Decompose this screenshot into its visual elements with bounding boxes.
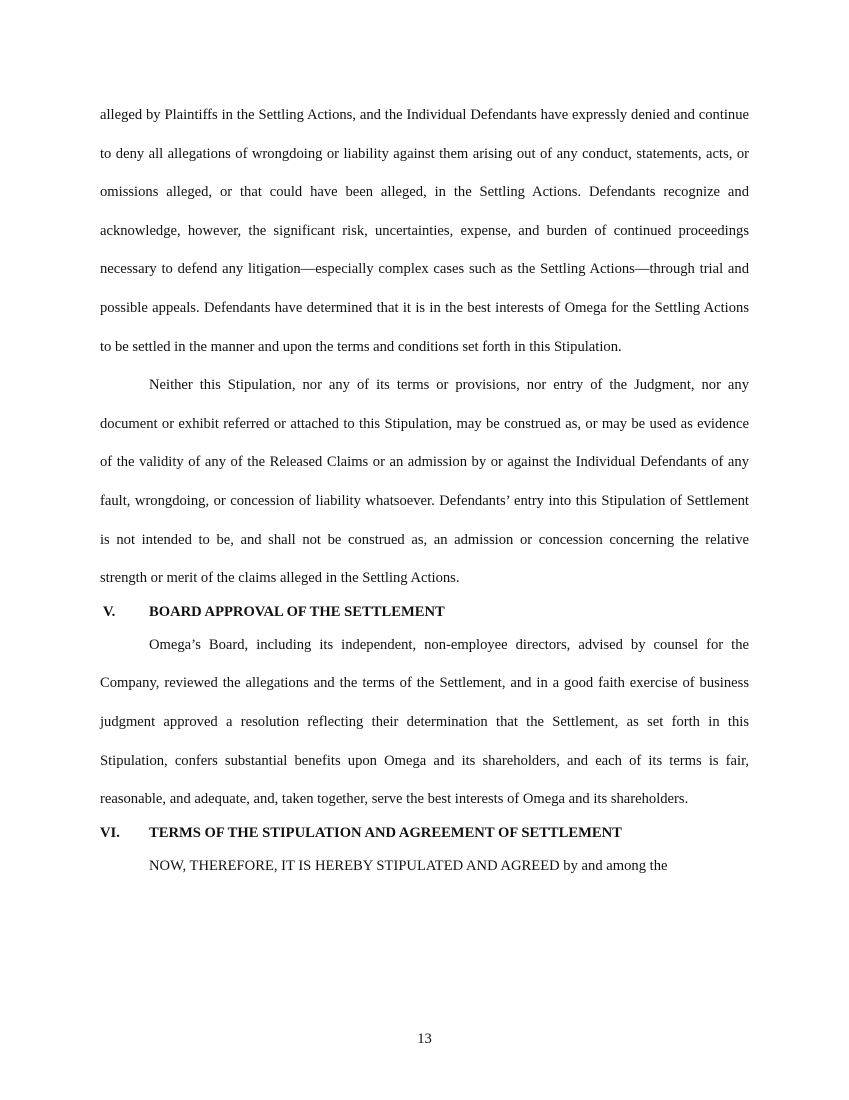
paragraph-defendants-denial: alleged by Plaintiffs in the Settling Actions, and the Individual Defendants have expressly denied and continue to deny all allegations of wrongdoing or liability against them arising out of any conduct, statements, acts, or omissions alleged, or that could have been alleged, in the Settling Actions. Defendants recognize and acknowledge, however, the significant risk, uncertainties, expense, and burden of continued proceedings necessary to defend any litigation—especially complex cases such as the Settling Actions—through trial and possible appeals. Defendants have determined that it is in the best interests of Omega for the Settling Actions to be settled in the manner and upon the terms and conditions set forth in this Stipulation. — [100, 107, 749, 355]
section-number: VI. — [100, 824, 120, 841]
section-heading-v — [100, 599, 749, 626]
section-title: BOARD APPROVAL OF THE SETTLEMENT — [149, 603, 445, 620]
paragraph-now-therefore: NOW, THEREFORE, IT IS HEREBY STIPULATED AND AGREED by and among the — [149, 857, 668, 874]
paragraph-no-admission: Neither this Stipulation, nor any of its terms or provisions, nor entry of the Judgment, nor any document or exhibit referred or attached to this Stipulation, may be construed as, or may be used as evidence of the validity of any of the Released Claims or an admission by or against the Individual Defendants of any fault, wrongdoing, or concession of liability whatsoever. Defendants’ entry into this Stipulation of Settlement is not intended to be, and shall not be construed as, an admission or concession concerning the relative strength or merit of the claims alleged in the Settling Actions. — [100, 377, 749, 587]
document-page — [100, 96, 749, 885]
section-heading-vi — [100, 820, 749, 847]
section-title: TERMS OF THE STIPULATION AND AGREEMENT OF SETTLEMENT — [149, 824, 622, 841]
paragraph-board-approval: Omega’s Board, including its independent, non-employee directors, advised by counsel for the Company, reviewed the allegations and the terms of the Settlement, and in a good faith exercise of business judgment approved a resolution reflecting their determination that the Settlement, as set forth in this Stipulation, confers substantial benefits upon Omega and its shareholders, and each of its terms is fair, reasonable, and adequate, and, taken together, serve the best interests of Omega and its shareholders. — [100, 636, 749, 808]
section-number: V. — [103, 603, 116, 620]
page-number: 13 — [417, 1031, 432, 1047]
